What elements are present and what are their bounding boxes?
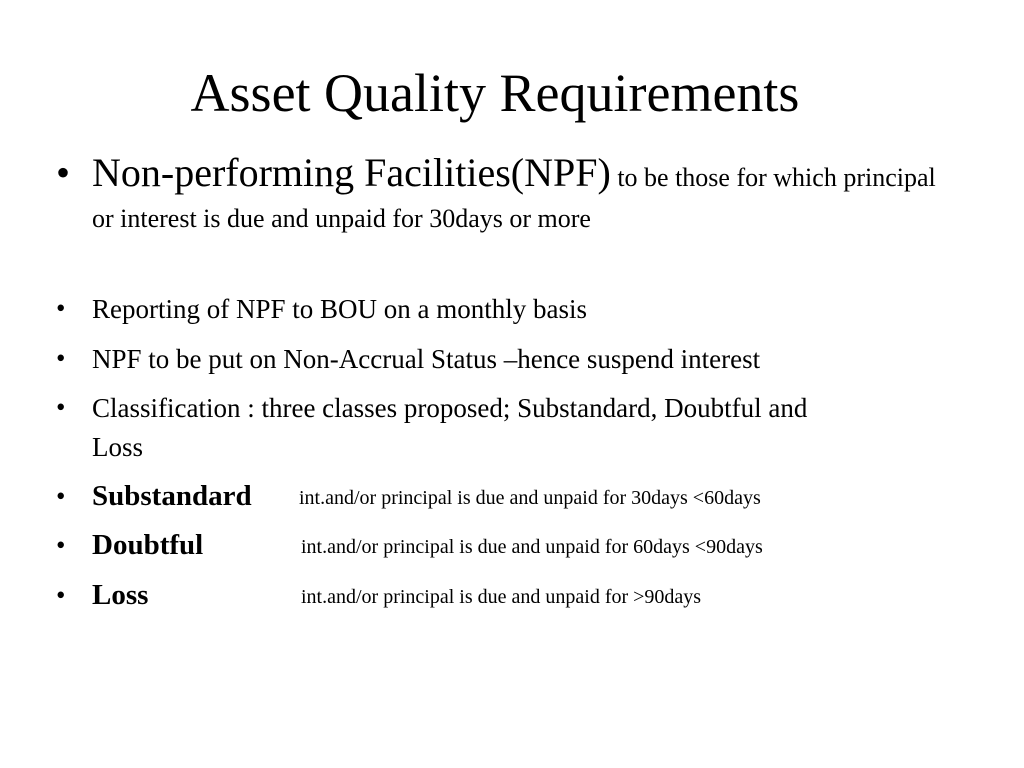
bullet-dot: •: [56, 150, 71, 195]
bullet-dot: •: [56, 343, 66, 373]
bullet-dot: •: [56, 580, 66, 610]
bullet-dot: •: [56, 392, 66, 422]
bullet-text: Classification : three classes proposed; Substandard, Doubtful and Loss: [92, 393, 808, 462]
npf-rest-text: to be those for which principal or interest is due and unpaid for 30days or more: [92, 163, 936, 233]
substandard-term: Substandard: [92, 480, 252, 512]
bullet-dot: •: [56, 530, 66, 560]
npf-lead-text: Non-performing Facilities(NPF): [92, 150, 611, 195]
slide-title: Asset Quality Requirements: [190, 63, 800, 123]
doubtful-term: Doubtful: [92, 529, 204, 561]
bullet-dot: •: [56, 293, 66, 323]
bullet-dot: •: [56, 481, 66, 511]
bullet-text: Reporting of NPF to BOU on a monthly basis: [92, 294, 588, 324]
bullet-text: NPF to be put on Non-Accrual Status –hence suspend interest: [92, 344, 761, 374]
loss-description: int.and/or principal is due and unpaid for >90days: [301, 586, 702, 608]
substandard-description: int.and/or principal is due and unpaid for 30days <60days: [299, 487, 761, 509]
loss-term: Loss: [92, 579, 149, 611]
bullet-text: [92, 150, 952, 239]
doubtful-description: int.and/or principal is due and unpaid for 60days <90days: [301, 536, 763, 558]
